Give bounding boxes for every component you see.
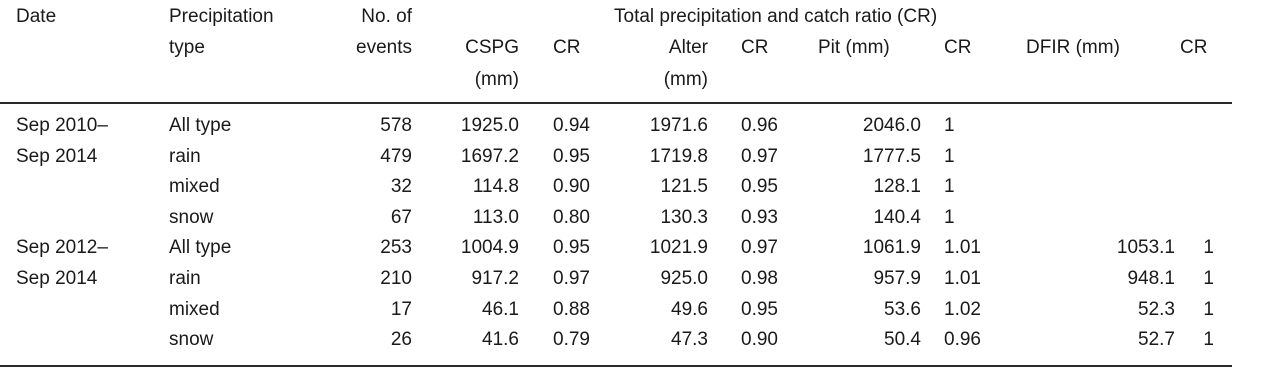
cell-cr3: 1.01 bbox=[944, 268, 981, 289]
cell-alter: 1971.6 bbox=[649, 115, 708, 136]
cell-cspg: 41.6 bbox=[482, 329, 519, 350]
cell-pit: 1777.5 bbox=[862, 146, 921, 167]
cell-cr3: 1 bbox=[944, 146, 955, 167]
cell-cr3: 1 bbox=[944, 115, 955, 136]
cell-cspg: 1925.0 bbox=[460, 115, 519, 136]
cell-cr3: 1.02 bbox=[944, 299, 981, 320]
cell-cr1: 0.94 bbox=[553, 115, 590, 136]
header-cr-alter: CR bbox=[741, 37, 769, 58]
cell-cr2: 0.96 bbox=[741, 115, 778, 136]
cell-cr3: 1.01 bbox=[944, 237, 981, 258]
header-events-line2: events bbox=[356, 37, 412, 58]
cell-type: snow bbox=[169, 207, 214, 228]
cell-cr3: 0.96 bbox=[944, 329, 981, 350]
header-cspg-line1: CSPG bbox=[465, 37, 519, 58]
cell-dfir: 52.3 bbox=[1138, 299, 1175, 320]
header-dfir: DFIR (mm) bbox=[1026, 37, 1120, 58]
cell-dfir: 52.7 bbox=[1138, 329, 1175, 350]
cell-cr1: 0.95 bbox=[553, 237, 590, 258]
cell-pit: 957.9 bbox=[873, 268, 921, 289]
cell-cr1: 0.97 bbox=[553, 268, 590, 289]
cell-type: rain bbox=[169, 146, 201, 167]
cell-type: snow bbox=[169, 329, 214, 350]
cell-dfir: 1053.1 bbox=[1116, 237, 1175, 258]
cell-date: Sep 2012– bbox=[16, 237, 108, 258]
header-events-line1: No. of bbox=[361, 6, 412, 27]
cell-cr2: 0.97 bbox=[741, 146, 778, 167]
cell-cr2: 0.93 bbox=[741, 207, 778, 228]
header-precip-type-line1: Precipitation bbox=[169, 6, 274, 27]
cell-cr1: 0.79 bbox=[553, 329, 590, 350]
cell-pit: 50.4 bbox=[884, 329, 921, 350]
cell-type: All type bbox=[169, 115, 232, 136]
cell-alter: 925.0 bbox=[660, 268, 708, 289]
cell-events: 26 bbox=[390, 329, 412, 350]
header-alter-line1: Alter bbox=[668, 37, 708, 58]
cell-events: 578 bbox=[380, 115, 412, 136]
cell-type: mixed bbox=[169, 176, 220, 197]
cell-cr1: 0.88 bbox=[553, 299, 590, 320]
cell-cspg: 114.8 bbox=[472, 176, 519, 197]
cell-alter: 130.3 bbox=[660, 207, 708, 228]
cell-cr3: 1 bbox=[944, 176, 955, 197]
cell-events: 17 bbox=[390, 299, 412, 320]
cell-cr4: 1 bbox=[1203, 299, 1214, 320]
cell-events: 210 bbox=[380, 268, 412, 289]
cell-alter: 1021.9 bbox=[649, 237, 708, 258]
cell-cr1: 0.95 bbox=[553, 146, 590, 167]
cell-cr3: 1 bbox=[944, 207, 955, 228]
cell-cr2: 0.95 bbox=[741, 176, 778, 197]
cell-cspg: 1004.9 bbox=[460, 237, 519, 258]
header-pit: Pit (mm) bbox=[818, 37, 890, 58]
cell-alter: 1719.8 bbox=[649, 146, 708, 167]
cell-date: Sep 2014 bbox=[16, 268, 98, 289]
cell-pit: 140.4 bbox=[873, 207, 921, 228]
cell-cr2: 0.90 bbox=[741, 329, 778, 350]
cell-cr4: 1 bbox=[1203, 237, 1214, 258]
cell-events: 253 bbox=[380, 237, 412, 258]
cell-cr4: 1 bbox=[1203, 268, 1214, 289]
cell-pit: 128.1 bbox=[873, 176, 921, 197]
cell-cr1: 0.80 bbox=[553, 207, 590, 228]
cell-cr2: 0.98 bbox=[741, 268, 778, 289]
cell-cspg: 917.2 bbox=[471, 268, 519, 289]
header-cr-pit: CR bbox=[944, 37, 972, 58]
cell-type: rain bbox=[169, 268, 201, 289]
cell-cspg: 113.0 bbox=[472, 207, 519, 228]
cell-type: All type bbox=[169, 237, 232, 258]
header-precip-type-line2: type bbox=[169, 37, 205, 58]
header-date: Date bbox=[16, 6, 57, 27]
cell-cspg: 1697.2 bbox=[460, 146, 519, 167]
cell-events: 479 bbox=[380, 146, 412, 167]
header-rule bbox=[0, 102, 1232, 104]
cell-alter: 121.5 bbox=[660, 176, 708, 197]
bottom-rule bbox=[0, 365, 1232, 367]
cell-events: 67 bbox=[390, 207, 412, 228]
cell-alter: 49.6 bbox=[671, 299, 708, 320]
header-cspg-line2: (mm) bbox=[474, 69, 519, 90]
cell-pit: 53.6 bbox=[884, 299, 921, 320]
cell-cr2: 0.95 bbox=[741, 299, 778, 320]
cell-cr4: 1 bbox=[1203, 329, 1214, 350]
header-cr-dfir: CR bbox=[1180, 37, 1208, 58]
header-cr-cspg: CR bbox=[553, 37, 581, 58]
cell-dfir: 948.1 bbox=[1127, 268, 1175, 289]
cell-date: Sep 2010– bbox=[16, 115, 108, 136]
cell-cr1: 0.90 bbox=[553, 176, 590, 197]
cell-pit: 1061.9 bbox=[862, 237, 921, 258]
cell-cspg: 46.1 bbox=[482, 299, 519, 320]
cell-alter: 47.3 bbox=[671, 329, 708, 350]
cell-cr2: 0.97 bbox=[741, 237, 778, 258]
cell-date: Sep 2014 bbox=[16, 146, 98, 167]
header-group-title: Total precipitation and catch ratio (CR) bbox=[614, 6, 938, 27]
cell-events: 32 bbox=[390, 176, 412, 197]
cell-pit: 2046.0 bbox=[862, 115, 921, 136]
cell-type: mixed bbox=[169, 299, 220, 320]
header-alter-line2: (mm) bbox=[663, 69, 708, 90]
